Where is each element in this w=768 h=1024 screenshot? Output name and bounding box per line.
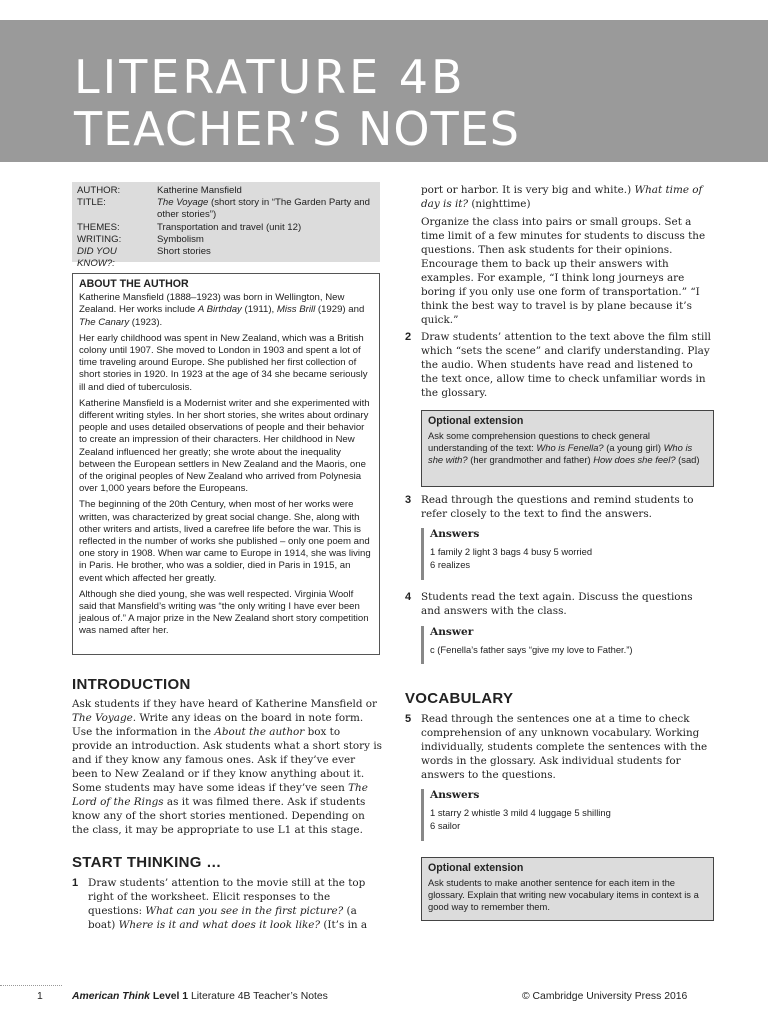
- optional-extension-box: [421, 410, 714, 487]
- item-number: 1: [72, 877, 79, 889]
- extension-text: Ask students to make another sentence for each item in the glossary. Explain that writing new vocabulary items in context is a good way to remember them.: [428, 877, 699, 912]
- footer-title: [72, 991, 328, 1002]
- optional-extension-box-2: [421, 857, 714, 921]
- organize-paragraph: Organize the class into pairs or small groups. Set a time limit of a few minutes for students to discuss the questions. Then ask students for their opinions. Encourage them to back up their answers with examples. For example, “I think long journeys are boring if you only use one form of transportation.” “I think the best way to travel is by plane because it’s quick.”: [421, 216, 706, 326]
- text-run: (her grandmother and father): [467, 454, 594, 465]
- text-run: port or harbor. It is very big and white.): [421, 184, 635, 196]
- page-number: 1: [37, 991, 43, 1002]
- answer-title: Answer: [430, 626, 474, 638]
- info-title-rest: (short story in “The Garden Party and other stories”): [157, 197, 370, 221]
- about-title: ABOUT THE AUTHOR: [79, 278, 189, 290]
- answers-box: [421, 528, 711, 580]
- footer-copyright: © Cambridge University Press 2016: [522, 991, 688, 1002]
- info-value: [157, 197, 375, 221]
- text-run: The Voyage: [72, 712, 133, 724]
- text-run: (a boat): [88, 905, 357, 931]
- text-run: as it was filmed there. Ask if students know any of the short stories mentioned. Depending on the class, it may be appropriate to use L1 at this stage.: [72, 796, 366, 836]
- info-value: Short stories: [157, 246, 211, 258]
- info-row-themes: [77, 222, 375, 234]
- text-run: (1911),: [241, 304, 277, 316]
- item-4-text: Students read the text again. Discuss the questions and answers with the class.: [421, 591, 693, 617]
- text-run: How does she feel?: [593, 454, 676, 465]
- info-label: DID YOU KNOW?:: [77, 246, 117, 270]
- info-label: THEMES:: [77, 221, 120, 233]
- start-thinking-heading: START THINKING …: [72, 854, 222, 871]
- banner-title-line2: TEACHER’S NOTES: [74, 102, 520, 156]
- text-run: Who is Fenella?: [536, 442, 604, 453]
- introduction-heading: INTRODUCTION: [72, 676, 191, 693]
- item-number: 5: [405, 713, 412, 725]
- text-run: Miss Brill: [276, 304, 316, 316]
- text-run: What can you see in the first picture?: [145, 905, 344, 917]
- info-value: Transportation and travel (unit 12): [157, 221, 302, 233]
- footer-level: Level 1: [149, 991, 189, 1002]
- text-run: Draw students’ attention to the movie still at the top right of the worksheet. Elicit responses to the questions:: [88, 877, 366, 917]
- answers-line: 6 realizes: [430, 558, 471, 570]
- text-run: (sad): [675, 454, 700, 465]
- extension-text: [428, 430, 707, 466]
- info-label: AUTHOR:: [77, 185, 121, 196]
- info-row-title: [77, 197, 375, 221]
- info-title-italic: The Voyage: [157, 197, 209, 209]
- about-paragraph: Her early childhood was spent in New Zealand, which was a British colony until 1907. She moved to London in 1903 and spent a lot of time traveling around Europe. She published her first collection of short stories in 1920. In 1923 at the age of 34 she became seriously ill and died of tuberculosis.: [79, 332, 368, 393]
- answers-line: 1 family 2 light 3 bags 4 busy 5 worried: [430, 546, 593, 557]
- answers-line: 6 sailor: [430, 819, 461, 831]
- info-value: Katherine Mansfield: [157, 185, 242, 196]
- item-number: 3: [405, 494, 412, 506]
- about-paragraph: [79, 292, 373, 329]
- footer-dotted-rule: [0, 985, 62, 986]
- text-run: A Birthday: [197, 304, 242, 316]
- text-run: Who is she with?: [428, 442, 693, 465]
- text-run: (a young girl): [603, 442, 664, 453]
- text-run: Katherine Mansfield (1888–1923) was born in Wellington, New Zealand. Her works include: [79, 292, 345, 316]
- item-2-text: Draw students’ attention to the text above the film still which “sets the scene” and clarify understanding. Play the audio. When students have read and listened to the text once, allow time to check unfamiliar words in the glossary.: [421, 331, 711, 399]
- extension-title: Optional extension: [428, 862, 524, 874]
- answer-box: [421, 626, 711, 664]
- text-run: (nighttime): [468, 198, 531, 210]
- vocabulary-heading: VOCABULARY: [405, 690, 514, 707]
- extension-title: Optional extension: [428, 415, 524, 427]
- start-thinking-item-1: [88, 876, 378, 932]
- about-paragraph: Although she died young, she was well respected. Virginia Woolf said that Mansfield’s writing was “the only writing I have ever been jealous of.” A major prize in the New Zealand short story competition was named after her.: [79, 588, 369, 637]
- text-run: box to provide an introduction. Ask students what a short story is and if they know any famous ones. Ask if they’ve ever been to New Zealand or if they know anything about it. Some students may have some ideas if they’ve seen: [72, 726, 382, 794]
- info-label: TITLE:: [77, 197, 106, 209]
- vocabulary-answers-box: [421, 789, 711, 841]
- item-number: 2: [405, 331, 412, 343]
- info-box: [72, 182, 380, 270]
- text-run: About the author: [214, 726, 305, 738]
- text-run: Where is it and what does it look like?: [118, 919, 321, 931]
- text-run: (1929) and: [315, 304, 365, 316]
- text-run: (It’s in a: [320, 919, 368, 931]
- introduction-text: [72, 697, 382, 837]
- info-label: WRITING:: [77, 233, 122, 245]
- about-paragraph: Katherine Mansfield is a Modernist writer and she experimented with different writing styles. In her short stories, she writes about ordinary people and uses detailed observations of people and their behavior to create an impression of their characters. Her childhood in New Zealand influenced her greatly; she wrote about the inequality between the European settlers in New Zealand and the Maoris, one of the original peoples of New Zealand who arrived from Polynesia over 1,000 years before the Europeans.: [79, 397, 370, 495]
- text-run: The Canary: [79, 316, 130, 328]
- item-3-text: Read through the questions and remind students to refer closely to the text to find the answers.: [421, 494, 694, 520]
- answer-line: c (Fenella’s father says “give my love to Father.”): [430, 644, 633, 655]
- banner-title-line1: LITERATURE 4B: [74, 50, 466, 104]
- about-the-author-box: [72, 273, 380, 655]
- answers-line: 1 starry 2 whistle 3 mild 4 luggage 5 shilling: [430, 807, 611, 818]
- info-row-did-you-know: [77, 246, 375, 270]
- text-run: What time of day is it?: [421, 184, 703, 210]
- footer-doc-title: Literature 4B Teacher’s Notes: [188, 991, 328, 1002]
- info-row-author: [77, 185, 375, 197]
- answers-title: Answers: [430, 528, 480, 540]
- start-thinking-continued: [421, 183, 713, 211]
- item-5-text: Read through the sentences one at a time to check comprehension of any unknown vocabulary. Working individually, students complete the sentences with the words in the glossary. Ask individual students for answers to the questions.: [421, 713, 708, 781]
- title-banner: [0, 20, 768, 162]
- text-run: . Write any ideas on the board in note form. Use the information in the: [72, 712, 364, 738]
- text-run: Ask some comprehension questions to check general understanding of the text:: [428, 430, 650, 453]
- text-run: The Lord of the Rings: [72, 782, 368, 808]
- text-run: Ask students if they have heard of Katherine Mansfield or: [72, 698, 378, 710]
- info-value: Symbolism: [157, 233, 204, 245]
- about-paragraph: The beginning of the 20th Century, when most of her works were written, was characterized by great social change. She, along with other writers and artists, lived a carefree life before the war. This is reflected in the number of works she published – only one poem and one story in 1908. When war came to Europe in 1914, she was living in Paris. He brother, who was a soldier, died in Paris in 1915, an event which affected her greatly.: [79, 499, 371, 584]
- item-number: 4: [405, 591, 412, 603]
- answers-title: Answers: [430, 789, 480, 801]
- footer-brand: American Think: [72, 991, 150, 1002]
- text-run: (1923).: [129, 316, 163, 328]
- info-row-writing: [77, 234, 375, 246]
